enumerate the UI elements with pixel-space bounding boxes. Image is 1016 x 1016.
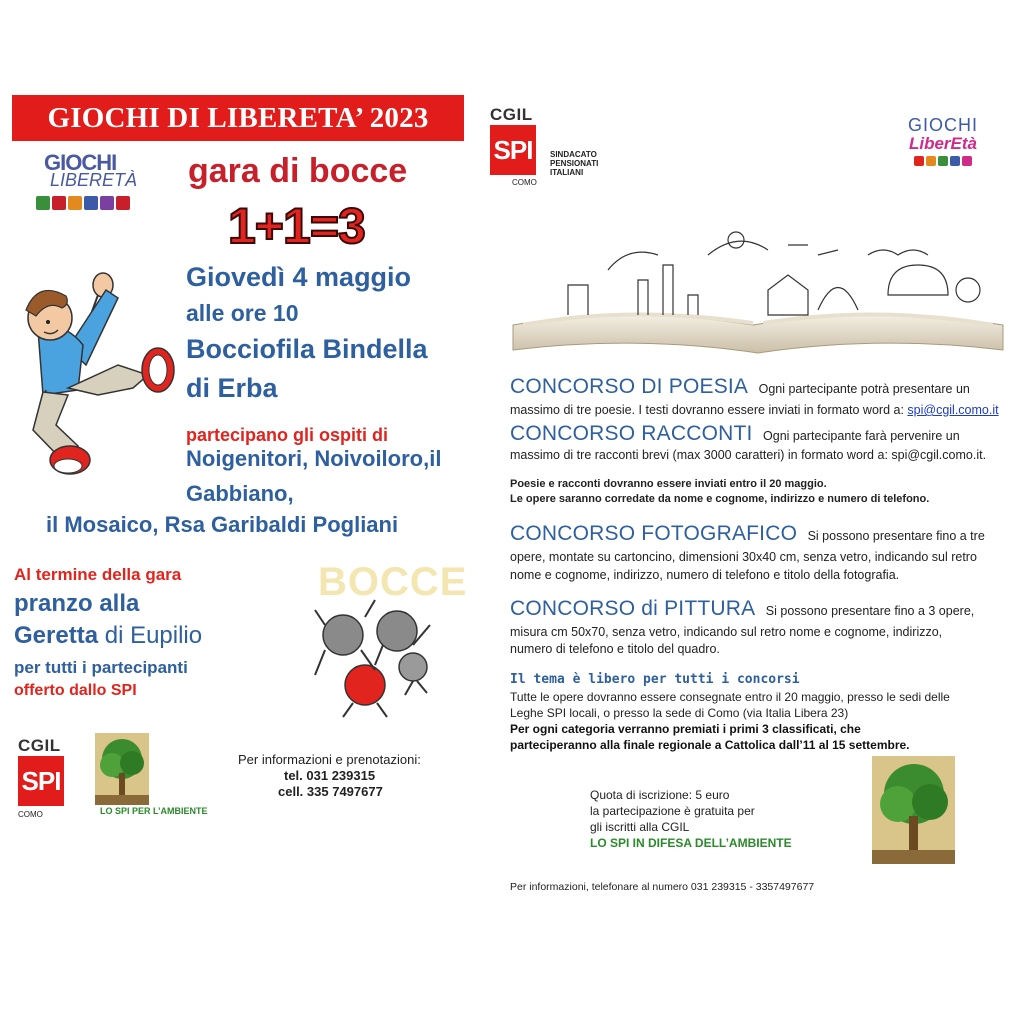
bocce-balls-illustration	[305, 595, 445, 720]
event-date: Giovedì 4 maggio	[186, 262, 412, 292]
lunch-audience: per tutti i partecipanti	[14, 658, 188, 677]
delivery-info-2: Leghe SPI locali, o presso la sede di Como (via Italia Libera 23)	[510, 706, 849, 720]
poesia-email-link[interactable]: spi@cgil.como.it	[907, 403, 999, 417]
pittura-section	[510, 597, 974, 621]
tema-heading: Il tema è libero per tutti i concorsi	[510, 672, 800, 687]
racconti-desc: Ogni partecipante farà pervenire un	[763, 429, 960, 443]
poesia-desc-2: massimo di tre poesie. I testi dovranno essere inviati in formato word a: spi@cgil.como.it	[510, 403, 999, 417]
racconti-desc-2: massimo di tre racconti brevi (max 3000 caratteri) in formato word a: spi@cgil.como.it.	[510, 448, 987, 462]
lunch-place: Geretta di Eupilio	[14, 622, 203, 649]
giochi-liberta-logo: GIOCHI LIBERETÀ	[34, 150, 158, 218]
guests-intro: partecipano gli ospiti di	[186, 425, 389, 445]
pittura-desc-2: misura cm 50x70, senza vetro, indicando sul retro nome e cognome, indirizzo,	[510, 625, 943, 639]
fee-info: Quota di iscrizione: 5 euro	[590, 788, 730, 802]
info-title: Per informazioni e prenotazioni:	[238, 752, 421, 767]
logo-tiles	[36, 196, 130, 210]
pittura-desc: Si possono presentare fino a 3 opere,	[765, 604, 975, 618]
cgil-spi-header-logo: CGIL SPI	[490, 105, 540, 175]
foto-desc-3: nome e cognome, indirizzo, numero di telefono e titolo della fotografia.	[510, 568, 900, 582]
open-book-illustration	[508, 225, 1008, 355]
event-title: gara di bocce	[188, 152, 408, 190]
guests-line: il Mosaico, Rsa Garibaldi Pogliani	[46, 512, 399, 537]
giochi-liberta-logo-right: GIOCHI LiberEtà	[898, 115, 988, 166]
ambiente-slogan: LO SPI IN DIFESA DELL’AMBIENTE	[590, 836, 792, 850]
event-venue: Bocciofila Bindella	[186, 334, 428, 364]
footer-contact: Per informazioni, telefonare al numero 031 239315 - 3357497677	[510, 881, 815, 893]
ambiente-caption: LO SPI PER L’AMBIENTE	[100, 806, 208, 816]
delivery-info: Tutte le opere dovranno essere consegnate entro il 20 maggio, presso le sedi delle	[510, 690, 950, 704]
guests-line: Gabbiano,	[186, 481, 294, 506]
jumping-boy-illustration	[8, 270, 183, 485]
free-info: la partecipazione è gratuita per	[590, 804, 755, 818]
tree-image	[872, 756, 955, 864]
pittura-desc-3: numero di telefono e titolo del quadro.	[510, 642, 720, 656]
poesia-desc: Ogni partecipante potrà presentare un	[758, 382, 970, 396]
works-note: Le opere saranno corredate da nome e cognome, indirizzo e numero di telefono.	[510, 493, 930, 505]
foto-desc: Si possono presentare fino a tre	[807, 529, 985, 543]
prizes-info: Per ogni categoria verranno premiati i primi 3 classificati, che	[510, 722, 861, 736]
tree-image	[95, 733, 149, 805]
foto-heading: CONCORSO FOTOGRAFICO	[510, 522, 798, 545]
event-time: alle ore 10	[186, 300, 299, 326]
poesia-heading: CONCORSO DI POESIA	[510, 375, 749, 398]
info-phone: tel. 031 239315	[284, 768, 376, 783]
foto-desc-2: opere, montate su cartoncino, dimensioni 30x40 cm, senza vetro, indicando sul retro	[510, 550, 977, 564]
racconti-heading: CONCORSO RACCONTI	[510, 422, 753, 445]
guests-line: Noigenitori, Noivoiloro,il	[186, 446, 442, 471]
lunch-intro: Al termine della gara	[14, 565, 182, 584]
sindacato-label: SINDACATO PENSIONATI ITALIANI	[550, 150, 599, 177]
finals-info: parteciperanno alla finale regionale a Cattolica dall’11 al 15 settembre.	[510, 738, 910, 752]
racconti-section	[510, 422, 960, 446]
foto-section	[510, 522, 985, 546]
poesia-section	[510, 375, 970, 399]
info-mobile: cell. 335 7497677	[278, 784, 383, 799]
lunch-offered: offerto dallo SPI	[14, 682, 137, 699]
formula-title: 1+1=3	[228, 198, 365, 254]
event-venue-city: di Erba	[186, 373, 278, 403]
bocce-word-art: BOCCE	[318, 560, 468, 604]
main-title-banner: GIOCHI DI LIBERETA’ 2023	[12, 95, 464, 141]
deadline-note: Poesie e racconti dovranno essere inviati entro il 20 maggio.	[510, 478, 827, 490]
cgil-spi-logo: CGIL SPI COMO	[18, 736, 68, 819]
lunch-line: pranzo alla	[14, 590, 140, 617]
como-label: COMO	[512, 178, 537, 187]
cgil-members-info: gli iscritti alla CGIL	[590, 820, 690, 834]
pittura-heading: CONCORSO di PITTURA	[510, 597, 756, 620]
